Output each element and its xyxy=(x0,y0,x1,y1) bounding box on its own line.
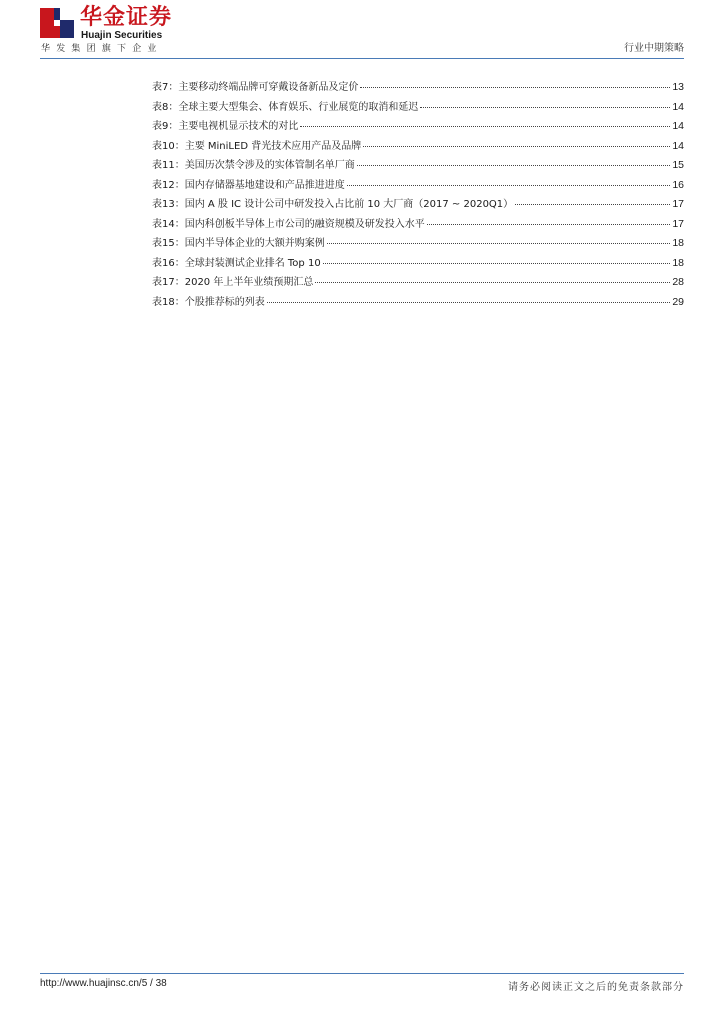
toc-entry-page: 15 xyxy=(672,159,684,171)
toc-entry[interactable] xyxy=(152,81,684,101)
toc-dot-leader xyxy=(360,87,670,88)
toc-entry-page: 17 xyxy=(672,217,684,230)
toc-entry-label: 表8：全球主要大型集会、体育娱乐、行业展览的取消和延迟 xyxy=(152,101,419,113)
toc-dot-leader xyxy=(327,243,671,244)
toc-entry-label: 表7：主要移动终端品牌可穿戴设备新品及定价 xyxy=(152,82,359,93)
toc-dot-leader xyxy=(267,302,671,303)
footer-divider xyxy=(40,973,684,974)
toc-entry-label: 表14：国内科创板半导体上市公司的融资规模及研发投入水平 xyxy=(152,218,425,230)
toc-entry[interactable] xyxy=(152,276,684,296)
page-header xyxy=(0,0,724,64)
toc-entry-page: 18 xyxy=(672,237,684,249)
brand-name-en: Huajin Securities xyxy=(81,30,163,41)
toc-dot-leader xyxy=(363,146,670,147)
brand-name-cn: 华金证券 xyxy=(80,5,173,30)
toc-entry-page: 14 xyxy=(672,120,684,132)
toc-entry-page: 17 xyxy=(672,198,684,210)
toc-entry-label: 表16：全球封装测试企业排名 Top 10 xyxy=(152,257,321,269)
toc-entry[interactable] xyxy=(152,257,684,277)
toc-dot-leader xyxy=(357,165,671,166)
toc-entry-label: 表17：2020 年上半年业绩预期汇总 xyxy=(152,277,314,288)
toc-entry-page: 18 xyxy=(672,256,684,269)
toc-dot-leader xyxy=(515,204,670,205)
brand-tagline: 华发集团旗下企业 xyxy=(41,44,163,54)
toc-dot-leader xyxy=(420,107,670,108)
toc-entry-label: 表9：主要电视机显示技术的对比 xyxy=(152,121,299,132)
toc-entry[interactable] xyxy=(152,120,684,140)
toc-dot-leader xyxy=(427,224,671,225)
toc-entry[interactable] xyxy=(152,179,684,199)
toc-entry[interactable] xyxy=(152,296,684,316)
document-type: 行业中期策略 xyxy=(624,43,684,54)
toc-entry-label: 表18：个股推荐标的列表 xyxy=(152,296,265,308)
toc-entry-page: 29 xyxy=(672,295,684,308)
toc-dot-leader xyxy=(315,282,670,283)
toc-entry-page: 14 xyxy=(672,100,684,113)
toc-entry[interactable] xyxy=(152,218,684,238)
toc-entry-label: 表10：主要 MiniLED 背光技术应用产品及品牌 xyxy=(152,140,362,152)
toc-entry-page: 13 xyxy=(672,81,684,93)
table-of-contents xyxy=(152,81,684,315)
header-divider xyxy=(40,58,684,59)
toc-entry[interactable] xyxy=(152,140,684,160)
toc-entry[interactable] xyxy=(152,101,684,121)
toc-dot-leader xyxy=(323,263,671,264)
toc-entry-label: 表15：国内半导体企业的大额并购案例 xyxy=(152,238,325,249)
toc-dot-leader xyxy=(300,126,670,127)
huajin-logo-icon xyxy=(40,8,74,38)
toc-entry[interactable] xyxy=(152,198,684,218)
toc-entry-label: 表12：国内存储器基地建设和产品推进进度 xyxy=(152,179,345,191)
toc-entry-page: 28 xyxy=(672,276,684,288)
toc-entry-label: 表13：国内 A 股 IC 设计公司中研发投入占比前 10 大厂商（2017 ~ 2020Q1） xyxy=(152,199,514,210)
toc-entry[interactable] xyxy=(152,159,684,179)
footer-disclaimer: 请务必阅读正文之后的免责条款部分 xyxy=(508,982,684,993)
toc-entry-label: 表11：美国历次禁令涉及的实体管制名单厂商 xyxy=(152,160,355,171)
footer-url-page[interactable]: http://www.huajinsc.cn/5 / 38 xyxy=(40,978,167,989)
toc-entry-page: 16 xyxy=(672,178,684,191)
toc-entry[interactable] xyxy=(152,237,684,257)
toc-entry-page: 14 xyxy=(672,139,684,152)
toc-dot-leader xyxy=(347,185,671,186)
